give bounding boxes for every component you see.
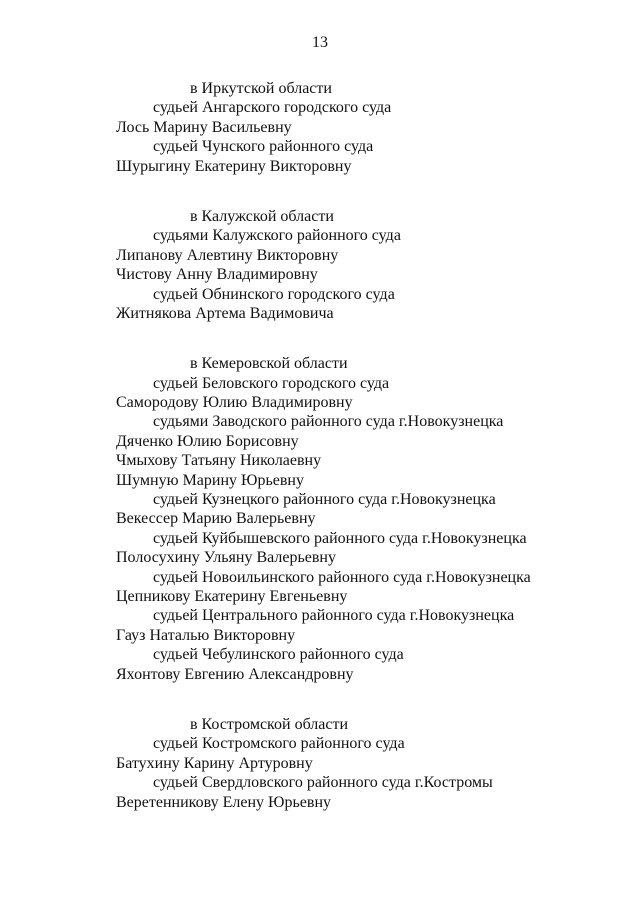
judge-name: Липанову Алевтину Викторовну (116, 246, 339, 264)
region-heading: в Калужской области (190, 207, 334, 225)
judge-name: Лось Марину Васильевну (116, 118, 292, 136)
judge-name: Шурыгину Екатерину Викторовну (116, 157, 352, 175)
court-line: судьей Беловского городского суда (153, 374, 390, 392)
region-kaluga (0, 207, 640, 323)
region-heading: в Костромской области (190, 715, 349, 733)
judge-name: Яхонтову Евгению Александровну (116, 665, 354, 683)
court-line: судьей Кузнецкого районного суда г.Новокузнецка (153, 491, 496, 509)
region-kostroma (0, 715, 640, 812)
page-number: 13 (312, 34, 328, 51)
judge-name: Шумную Марину Юрьевну (116, 471, 304, 489)
judge-name: Полосухину Ульяну Валерьевну (116, 549, 336, 567)
judge-name: Самородову Юлию Владимировну (116, 394, 353, 412)
court-line: судьей Новоильинского районного суда г.Новокузнецка (153, 568, 531, 586)
court-line: судьей Куйбышевского районного суда г.Новокузнецка (153, 529, 527, 547)
court-line: судьей Костромского районного суда (153, 735, 405, 753)
court-line: судьей Ангарского городского суда (153, 99, 392, 117)
court-line: судьей Чунского районного суда (153, 138, 374, 156)
region-heading: в Иркутской области (190, 80, 332, 97)
judge-name: Веретенникову Елену Юрьевну (116, 793, 332, 811)
court-line: судьей Свердловского районного суда г.Костромы (153, 774, 493, 792)
judge-name: Чмыхову Татьяну Николаевну (116, 452, 322, 470)
court-line: судьей Центрального районного суда г.Новокузнецка (153, 607, 515, 625)
region-kemerovo (0, 354, 640, 684)
judge-name: Цепникову Екатерину Евгеньевну (116, 587, 348, 605)
judge-name: Батухину Карину Артуровну (116, 754, 313, 772)
judge-name: Дяченко Юлию Борисовну (116, 432, 299, 450)
court-line: судьями Заводского районного суда г.Новокузнецка (153, 413, 504, 431)
court-line: судьей Обнинского городского суда (153, 285, 395, 303)
document-body (0, 79, 640, 843)
court-line: судьей Чебулинского районного суда (153, 646, 404, 664)
region-irkutsk (0, 79, 640, 176)
judge-name: Чистову Анну Владимировну (116, 266, 318, 284)
court-line: судьями Калужского районного суда (153, 227, 401, 245)
judge-name: Житнякова Артема Вадимовича (116, 304, 334, 322)
region-heading: в Кемеровской области (190, 355, 348, 373)
judge-name: Гауз Наталью Викторовну (116, 626, 296, 644)
judge-name: Векессер Марию Валерьевну (116, 510, 316, 528)
